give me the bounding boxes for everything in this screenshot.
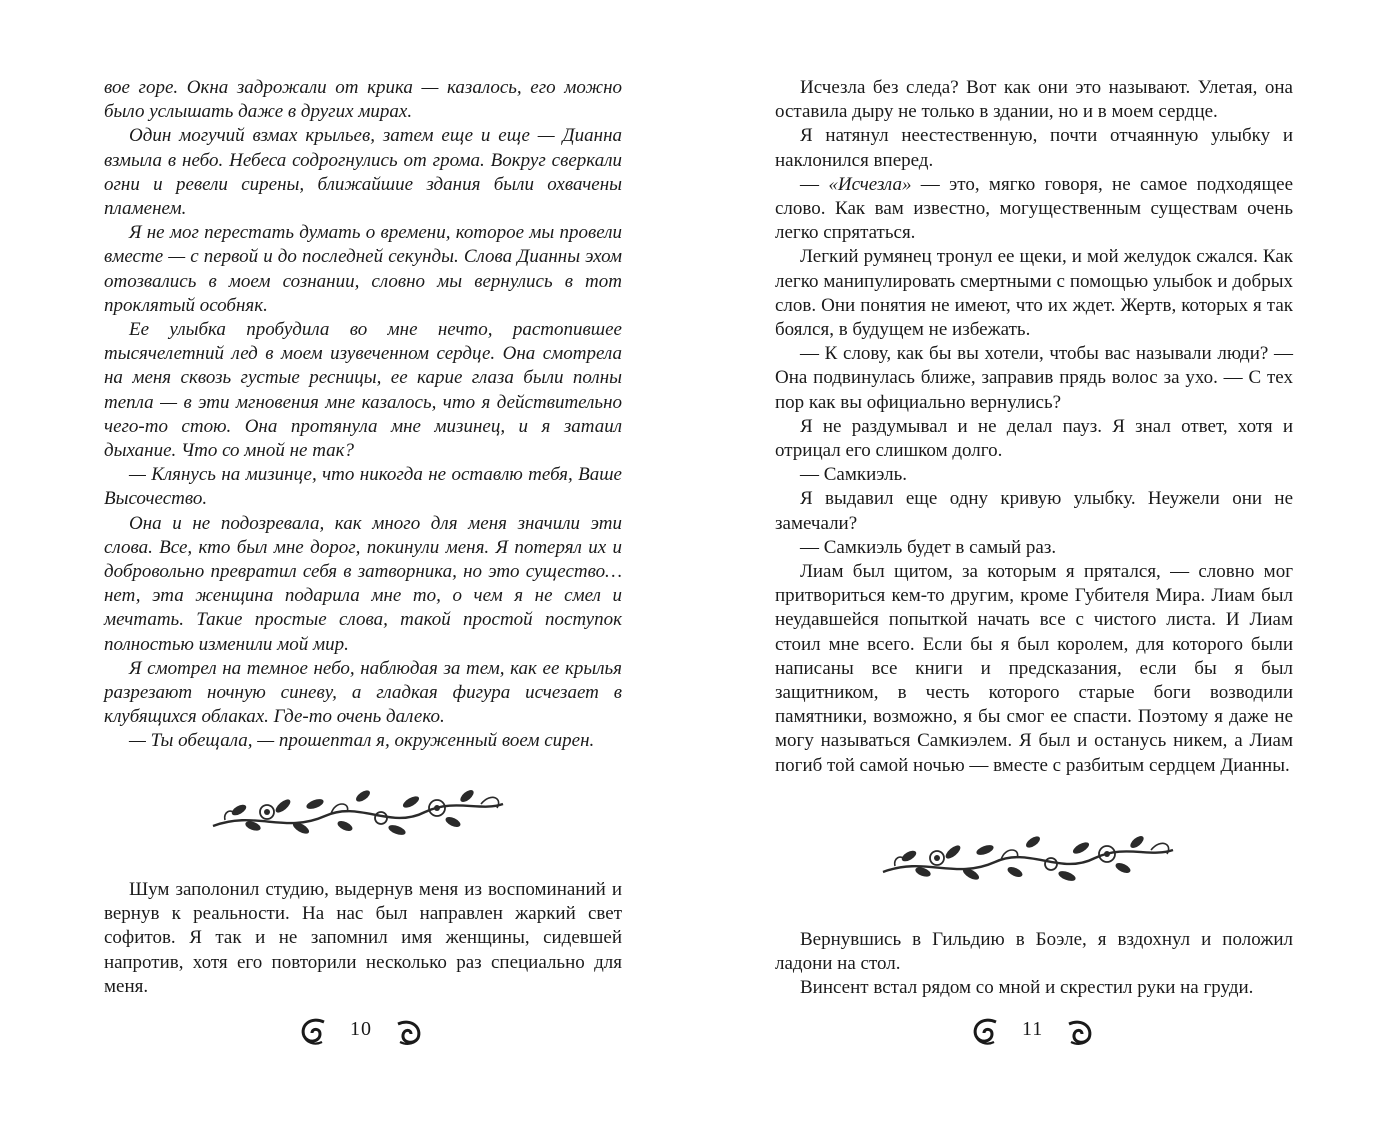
paragraph-rest: — это, мягко говоря, не самое подходящее слово. Как вам известно, могущественным существам очень легко спрятаться. <box>775 173 1294 244</box>
right-swirl-icon <box>392 1012 426 1046</box>
paragraph: Лиам был щитом, за которым я прятался, — словно мог притвориться кем-то другим, кроме Губителя Мира. Лиам был неудавшейся попыткой начать все с чистого листа. И Лиам стоил мне всего. Если бы я был королем, для которого были написаны все книги и предсказания, если бы я был защитником, в честь которого старые боги возводили памятники, возможно, я бы смог ее спасти. Поэтому я даже не могу называться Самкиэлем. Я был и останусь никем, а Лиам погиб той самой ночью — вместе с разбитым сердцем Дианны. <box>775 561 1293 776</box>
paragraph: — Ты обещала, — прошептал я, окруженный воем сирен. <box>129 730 595 752</box>
vine-ornament-divider <box>875 828 1180 888</box>
paragraph: Шум заполонил студию, выдернув меня из воспоминаний и вернув к реальности. На нас был направлен жаркий свет софитов. Я так и не запомнил имя женщины, сидевшей напротив, хотя его повторили несколько раз специально для меня. <box>104 879 622 997</box>
paragraph: вое горе. Окна задрожали от крика — казалось, его можно было услышать даже в других мирах. <box>104 77 622 123</box>
right-page <box>697 0 1394 1125</box>
paragraph: — Самкиэль. <box>800 464 907 486</box>
right-text-block-2 <box>775 928 1293 1001</box>
paragraph: Я смотрел на темное небо, наблюдая за тем, как ее крылья разрезают ночную синеву, а гладкая фигура исчезает в клубящихся облаках. Где-то очень далеко. <box>104 657 622 728</box>
vine-ornament-divider <box>205 782 510 842</box>
paragraph: Она и не подозревала, как много для меня значили эти слова. Все, кто был мне дорог, покинули меня. Я потерял их и добровольно превратил себя в затворника, но это существо… нет, эта женщина подарила мне то, о чем я не смел и мечтать. Такие простые слова, такой простой поступок полностью изменили мой мир. <box>104 512 622 655</box>
paragraph: Исчезла без следа? Вот как они это называют. Улетая, она оставила дыру не только в здании, но и в моем сердце. <box>775 77 1293 123</box>
right-swirl-icon <box>1063 1012 1097 1046</box>
paragraph: — К слову, как бы вы хотели, чтобы вас называли люди? — Она подвинулась ближе, заправив прядь волос за ухо. — С тех пор как вы официально вернулись? <box>775 343 1293 413</box>
quoted-word: «Исчезла» <box>828 173 912 195</box>
paragraph: Я выдавил еще одну кривую улыбку. Неужели они не замечали? <box>775 488 1293 534</box>
left-swirl-icon <box>968 1012 1002 1046</box>
paragraph: — Самкиэль будет в самый раз. <box>800 536 1057 558</box>
left-text-block <box>104 76 622 754</box>
paragraph: Один могучий взмах крыльев, затем еще и еще — Дианна взмыла в небо. Небеса содрогнулись от грома. Вокруг сверкали огни и ревели сирены, ближайшие здания были охвачены пламенем. <box>104 125 622 220</box>
paragraph: Винсент встал рядом со мной и скрестил руки на груди. <box>800 977 1254 999</box>
paragraph: Я не мог перестать думать о времени, которое мы провели вместе — с первой и до последней секунды. Слова Дианны эхом отозвались в моем сознании, словно мы вернулись в тот проклятый особняк. <box>104 222 622 316</box>
page-number: 11 <box>1022 1017 1044 1040</box>
page-number-footer <box>296 1010 426 1048</box>
paragraph: Вернувшись в Гильдию в Боэле, я вздохнул и положил ладони на стол. <box>775 929 1293 975</box>
page-number: 10 <box>350 1017 372 1040</box>
paragraph: Я натянул неестественную, почти отчаянную улыбку и наклонился вперед. <box>775 125 1293 171</box>
paragraph: Я не раздумывал и не делал пауз. Я знал ответ, хотя и отрицал его слишком долго. <box>775 415 1293 462</box>
paragraph: — «Исчезла» — это, мягко говоря, не самое подходящее слово. Как вам известно, могущественным существам очень легко спрятаться. <box>775 173 1294 244</box>
paragraph: Ее улыбка пробудила во мне нечто, растопившее тысячелетний лед в моем изувеченном сердце. Она смотрела на меня сквозь густые ресницы, ее карие глаза были полны тепла — в эти мгновения мне казалось, что я действительно чего-то стою. Она протянула мне мизинец, и я затаил дыхание. Что со мной не так? <box>104 319 622 462</box>
left-text-block-2 <box>104 878 622 999</box>
paragraph: Легкий румянец тронул ее щеки, и мой желудок сжался. Как легко манипулировать смертными с помощью улыбок и добрых слов. Они понятия не имеют, что их ждет. Жертв, которых я так боялся, в будущем не избежать. <box>775 246 1293 341</box>
left-swirl-icon <box>296 1012 330 1046</box>
paragraph: — Клянусь на мизинце, что никогда не оставлю тебя, Ваше Высочество. <box>104 464 622 510</box>
page-number-footer <box>968 1010 1097 1048</box>
right-text-block <box>775 76 1293 778</box>
